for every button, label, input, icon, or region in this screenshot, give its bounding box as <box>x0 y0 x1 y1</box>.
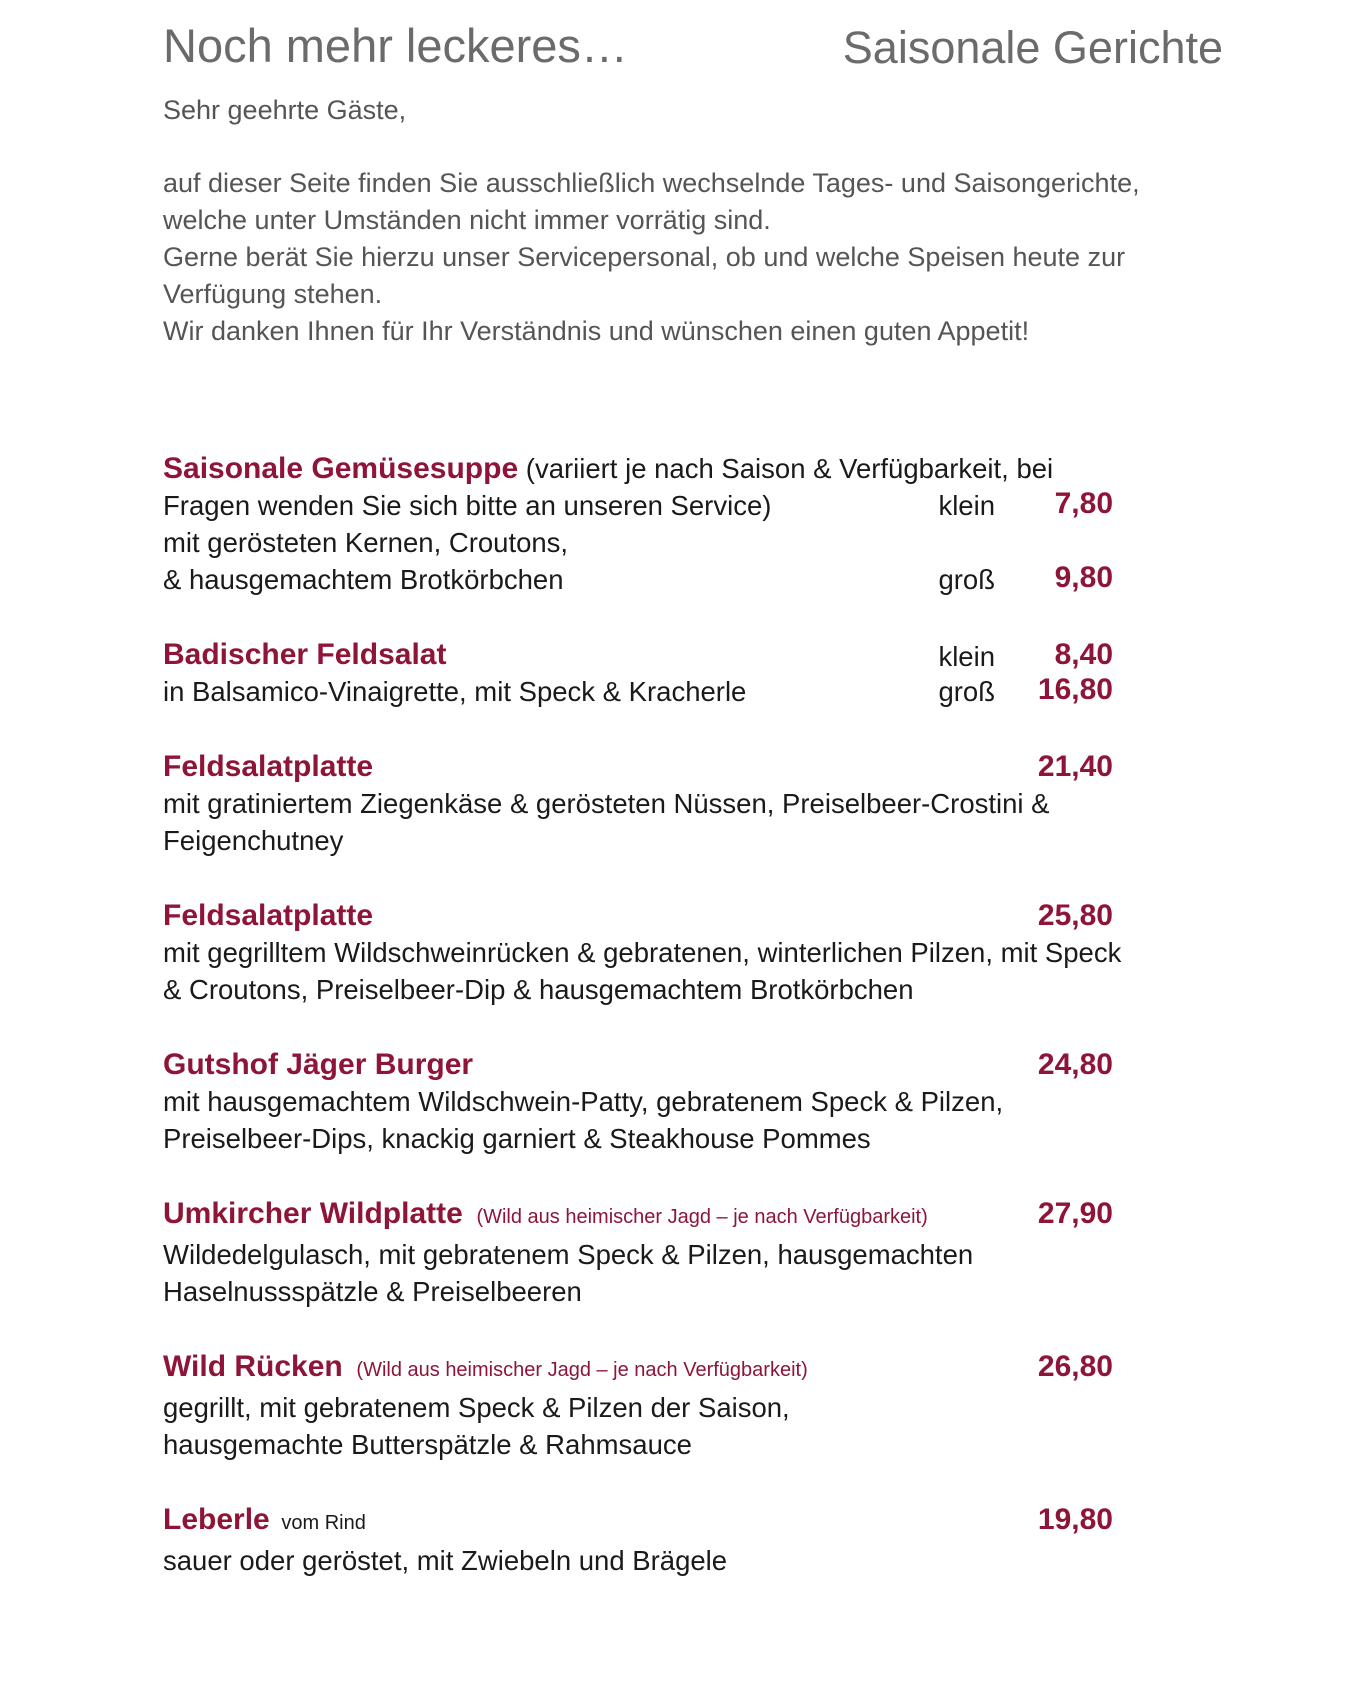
dish-note: (variiert je nach Saison & Verfügbarkeit, bei <box>525 453 1054 484</box>
dish-description: gegrillt, mit gebratenem Speck & Pilzen der Saison, <box>163 1392 790 1423</box>
dish-title: Feldsalatplatte <box>163 899 374 932</box>
price-small: 8,40 <box>1054 638 1113 671</box>
dish-description: mit hausgemachtem Wildschwein-Patty, gebratenem Speck & Pilzen, <box>163 1086 1004 1117</box>
dish-description: Feigenchutney <box>163 825 344 856</box>
size-label-small: klein <box>938 490 995 521</box>
dish-price: 27,90 <box>1037 1197 1113 1230</box>
dish-note: (Wild aus heimischer Jagd – je nach Verfügbarkeit) <box>356 1359 808 1381</box>
intro-line: Gerne berät Sie hierzu unser Servicepersonal, ob und welche Speisen heute zur <box>163 242 1126 272</box>
menu-list <box>163 450 1263 1617</box>
header-right-title: Saisonale Gerichte <box>842 22 1223 73</box>
dish-title: Badischer Feldsalat <box>163 638 447 671</box>
dish-title: Leberle <box>163 1503 270 1536</box>
dish-description: in Balsamico-Vinaigrette, mit Speck & Kracherle <box>163 676 747 707</box>
dish-price: 19,80 <box>1037 1503 1113 1536</box>
dish-price: 24,80 <box>1037 1048 1113 1081</box>
dish-description: Haselnussspätzle & Preiselbeeren <box>163 1276 582 1307</box>
dish-title: Umkircher Wildplatte <box>163 1197 463 1230</box>
dish-title: Feldsalatplatte <box>163 750 374 783</box>
dish-description: & Croutons, Preiselbeer-Dip & hausgemachtem Brotkörbchen <box>163 974 914 1005</box>
dish-note: (Wild aus heimischer Jagd – je nach Verfügbarkeit) <box>476 1206 928 1228</box>
menu-item-wildplatte <box>163 1195 1263 1310</box>
dish-description: Wildedelgulasch, mit gebratenem Speck & Pilzen, hausgemachten <box>163 1239 974 1270</box>
dish-title: Saisonale Gemüsesuppe <box>163 452 519 485</box>
dish-description: hausgemachte Butterspätzle & Rahmsauce <box>163 1429 692 1460</box>
menu-item-feldsalatplatte-1 <box>163 748 1263 859</box>
intro-line: Wir danken Ihnen für Ihr Verständnis und wünschen einen guten Appetit! <box>163 316 1030 346</box>
dish-description: Preiselbeer-Dips, knackig garniert & Steakhouse Pommes <box>163 1123 871 1154</box>
dish-price: 26,80 <box>1037 1350 1113 1383</box>
dish-price: 21,40 <box>1037 750 1113 783</box>
dish-description: mit gegrilltem Wildschweinrücken & gebratenen, winterlichen Pilzen, mit Speck <box>163 937 1122 968</box>
dish-description: & hausgemachtem Brotkörbchen <box>163 564 564 595</box>
size-label-large: groß <box>938 676 995 707</box>
dish-subtitle: vom Rind <box>281 1512 366 1534</box>
menu-item-feldsalatplatte-2 <box>163 897 1263 1008</box>
menu-item-wild-ruecken <box>163 1348 1263 1463</box>
dish-price: 25,80 <box>1037 899 1113 932</box>
menu-item-gemuesesuppe <box>163 450 1263 598</box>
size-label-large: groß <box>938 564 995 595</box>
dish-description: mit gratiniertem Ziegenkäse & gerösteten Nüssen, Preiselbeer-Crostini & <box>163 788 1050 819</box>
intro-line: Verfügung stehen. <box>163 279 383 309</box>
intro-line: welche unter Umständen nicht immer vorrätig sind. <box>163 205 771 235</box>
menu-item-jaeger-burger <box>163 1046 1263 1157</box>
dish-title: Wild Rücken <box>163 1350 343 1383</box>
dish-description: mit gerösteten Kernen, Croutons, <box>163 527 569 558</box>
dish-description: Fragen wenden Sie sich bitte an unseren Service) <box>163 490 772 521</box>
size-label-small: klein <box>938 641 995 672</box>
menu-item-feldsalat <box>163 636 1263 710</box>
dish-title: Gutshof Jäger Burger <box>163 1048 474 1081</box>
header-left-title: Noch mehr leckeres… <box>163 19 628 72</box>
intro-line: auf dieser Seite finden Sie ausschließlich wechselnde Tages- und Saisongerichte, <box>163 168 1140 198</box>
intro-greeting: Sehr geehrte Gäste, <box>163 95 407 125</box>
dish-description: sauer oder geröstet, mit Zwiebeln und Brägele <box>163 1545 728 1576</box>
intro-text <box>163 92 1223 350</box>
page-header <box>163 18 1223 78</box>
menu-item-leberle <box>163 1501 1263 1579</box>
price-small: 7,80 <box>1054 487 1113 520</box>
price-large: 16,80 <box>1037 673 1113 706</box>
price-large: 9,80 <box>1054 561 1113 594</box>
